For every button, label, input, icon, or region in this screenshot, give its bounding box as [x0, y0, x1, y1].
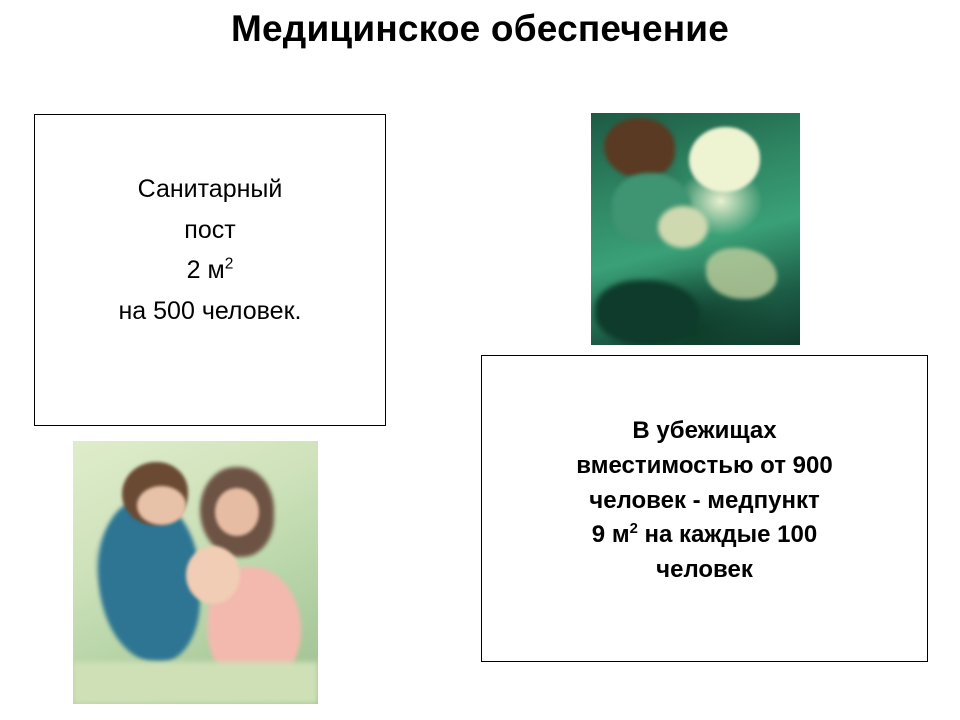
sanitary-post-line-2: пост	[184, 215, 236, 244]
sanitary-post-line-4: на 500 человек.	[118, 296, 302, 325]
shelter-medical-point-text	[482, 356, 927, 588]
shelter-line-3: человек - медпункт	[589, 486, 820, 514]
doctor-photo-shape	[137, 486, 186, 525]
doctor-examining-child-photo	[73, 441, 318, 704]
doctor-photo-shape	[186, 546, 240, 604]
surgery-photo-shape	[706, 248, 777, 299]
sanitary-post-text	[35, 115, 385, 331]
shelter-medical-point-textbox	[481, 355, 928, 662]
sanitary-post-line-1: Санитарный	[137, 175, 283, 203]
shelter-line-2: вместимостью от 900	[576, 451, 833, 479]
shelter-line-1: В убежищах	[632, 417, 777, 444]
shelter-area-superscript: 2	[629, 521, 638, 538]
surgery-photo-shape	[595, 280, 700, 345]
surgery-operation-photo	[591, 113, 800, 345]
page-title: Медицинское обеспечение	[231, 8, 729, 49]
surgery-photo-shape	[658, 206, 708, 248]
shelter-area-suffix: на каждые 100	[637, 521, 818, 549]
shelter-area-value: 9 м	[591, 521, 630, 549]
shelter-line-4	[482, 518, 927, 553]
surgery-photo-shape	[689, 127, 760, 192]
sanitary-post-area-superscript: 2	[224, 255, 234, 273]
sanitary-post-line-3	[35, 250, 385, 291]
doctor-photo-shape	[73, 662, 318, 704]
sanitary-post-area-value: 2 м	[186, 256, 225, 284]
shelter-line-5: человек	[656, 556, 753, 584]
doctor-photo-shape	[215, 488, 259, 535]
sanitary-post-textbox	[34, 114, 386, 426]
surgery-photo-shape	[604, 118, 675, 178]
